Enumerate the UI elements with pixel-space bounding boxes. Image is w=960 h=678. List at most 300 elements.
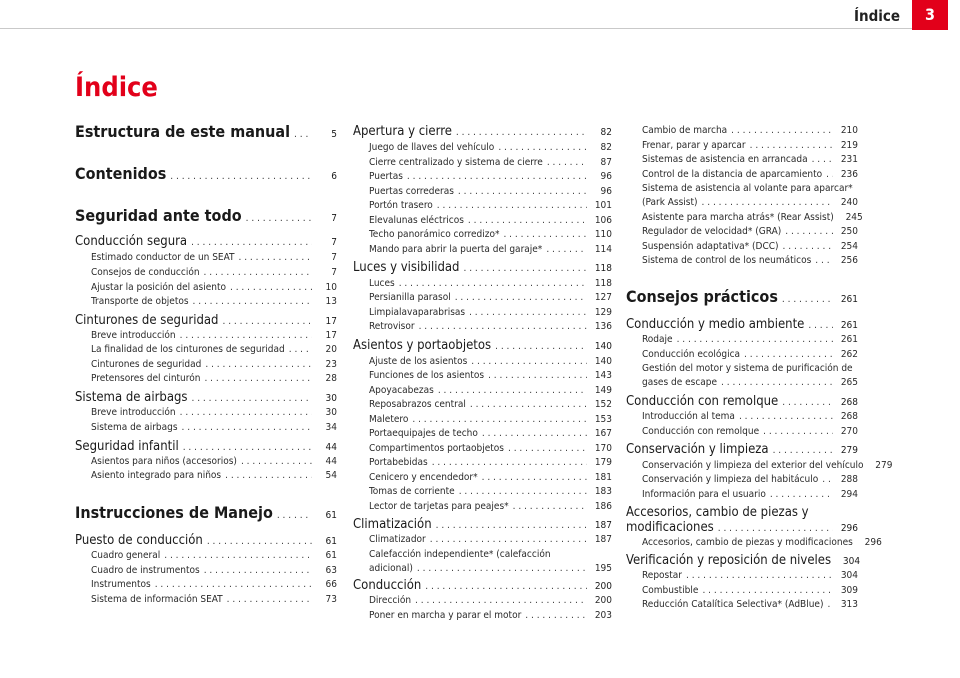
toc-page-number: 261	[840, 334, 858, 345]
leader-dots	[294, 129, 312, 140]
toc-entry[interactable]	[626, 140, 858, 151]
leader-dots	[458, 186, 587, 197]
toc-page-number: 261	[840, 320, 858, 331]
toc-entry-title: Poner en marcha y parar el motor	[369, 610, 522, 621]
toc-entry-title: Instrumentos	[91, 579, 151, 590]
toc-page-number: 7	[331, 213, 337, 224]
toc-chapter[interactable]	[353, 260, 612, 275]
toc-entry[interactable]	[353, 399, 612, 410]
toc-page-number: 187	[594, 520, 612, 531]
toc-page-number: 261	[840, 294, 858, 305]
toc-entry-title: Persianilla parasol	[369, 292, 451, 303]
toc-page-number: 268	[840, 411, 858, 422]
leader-dots	[469, 307, 587, 318]
toc-page-number: 313	[840, 599, 858, 610]
leader-dots	[277, 510, 312, 521]
leader-dots	[417, 563, 587, 574]
toc-entry-title: Conservación y limpieza del habitáculo	[642, 474, 819, 485]
leader-dots	[513, 501, 587, 512]
toc-entry-title: Elevalunas eléctricos	[369, 215, 464, 226]
leader-dots	[205, 359, 312, 370]
toc-entry-title: Puertas	[369, 171, 403, 182]
toc-entry[interactable]	[626, 411, 858, 422]
leader-dots	[471, 356, 587, 367]
toc-page-number: 167	[594, 428, 612, 439]
toc-chapter[interactable]	[75, 234, 337, 249]
toc-entry[interactable]	[353, 595, 612, 606]
toc-entry-title: Asistente para marcha atrás* (Rear Assist)	[642, 212, 834, 223]
toc-chapter[interactable]	[75, 390, 337, 405]
toc-entry-title: Conducción con remolque	[626, 394, 779, 409]
toc-entry[interactable]	[626, 377, 858, 388]
toc-entry[interactable]	[353, 428, 612, 439]
toc-entry-title: Conducción	[353, 578, 422, 593]
toc-page-number: 118	[594, 278, 612, 289]
toc-entry-title: Apoyacabezas	[369, 385, 434, 396]
toc-entry[interactable]	[626, 255, 858, 266]
toc-entry-title: Reducción Catalítica Selectiva* (AdBlue)	[642, 599, 824, 610]
toc-entry-title: Instrucciones de Manejo	[75, 503, 273, 522]
toc-entry-title: Información para el usuario	[642, 489, 766, 500]
toc-entry-title: Climatizador	[369, 534, 426, 545]
toc-entry-title: Reposabrazos central	[369, 399, 466, 410]
toc-page-number: 245	[845, 212, 863, 223]
toc-page-number: 136	[594, 321, 612, 332]
page-number-badge: 3	[912, 0, 948, 30]
toc-entry-title: Cuadro de instrumentos	[91, 565, 200, 576]
header-title: Índice	[853, 7, 900, 25]
leader-dots	[155, 579, 312, 590]
toc-page-number: 129	[594, 307, 612, 318]
toc-page-number: 101	[594, 200, 612, 211]
toc-page-number: 236	[840, 169, 858, 180]
toc-entry-title-cont: (Park Assist)	[642, 197, 698, 208]
toc-entry[interactable]	[353, 356, 612, 367]
toc-entry-title: Estimado conductor de un SEAT	[91, 252, 235, 263]
toc-entry[interactable]	[626, 226, 858, 237]
toc-entry-title: Cuadro general	[91, 550, 161, 561]
toc-entry-title: Portaequipajes de techo	[369, 428, 478, 439]
toc-page-number: 240	[840, 197, 858, 208]
leader-dots	[721, 377, 833, 388]
toc-entry-title: Ajuste de los asientos	[369, 356, 468, 367]
leader-dots	[770, 489, 833, 500]
leader-dots	[525, 610, 587, 621]
leader-dots	[204, 373, 312, 384]
toc-page-number: 7	[331, 237, 337, 248]
toc-entry[interactable]	[626, 599, 858, 610]
toc-entry[interactable]	[626, 334, 858, 345]
toc-entry[interactable]	[75, 296, 337, 307]
toc-entry[interactable]	[75, 422, 337, 433]
toc-chapter[interactable]	[75, 439, 337, 454]
leader-dots	[204, 267, 312, 278]
leader-dots	[677, 334, 833, 345]
toc-entry[interactable]	[353, 443, 612, 454]
toc-entry[interactable]	[626, 169, 858, 180]
toc-entry[interactable]	[353, 171, 612, 182]
toc-page-number: 30	[325, 393, 337, 404]
toc-entry-title: Sistema de airbags	[75, 390, 188, 405]
toc-page-number: 203	[594, 610, 612, 621]
toc-entry-title: Retrovisor	[369, 321, 415, 332]
toc-entry-title: Accesorios, cambio de piezas y modificaciones	[642, 537, 853, 548]
leader-dots	[482, 472, 587, 483]
leader-dots	[783, 241, 833, 252]
toc-entry[interactable]	[75, 565, 337, 576]
toc-entry-title: Techo panorámico corredizo*	[369, 229, 500, 240]
toc-entry[interactable]	[75, 330, 337, 341]
toc-entry-line1[interactable]	[353, 549, 612, 560]
toc-page-number: 179	[594, 457, 612, 468]
toc-page-number: 181	[594, 472, 612, 483]
toc-section[interactable]	[75, 503, 337, 522]
toc-entry[interactable]	[75, 594, 337, 605]
toc-entry-title: Dirección	[369, 595, 412, 606]
toc-entry-line1[interactable]	[626, 505, 858, 520]
toc-page-number: 61	[325, 510, 337, 521]
toc-page-number: 118	[594, 263, 612, 274]
leader-dots	[183, 442, 312, 453]
toc-entry[interactable]	[353, 563, 612, 574]
leader-dots	[204, 565, 312, 576]
toc-page-number: 143	[594, 370, 612, 381]
toc-entry[interactable]	[626, 489, 858, 500]
leader-dots	[744, 349, 833, 360]
leader-dots	[436, 520, 587, 531]
toc-entry-title: Asientos para niños (accesorios)	[91, 456, 237, 467]
toc-page-number: 44	[325, 456, 337, 467]
toc-page-number: 10	[325, 282, 337, 293]
leader-dots	[686, 570, 833, 581]
toc-page-number: 231	[840, 154, 858, 165]
leader-dots	[289, 344, 312, 355]
toc-entry[interactable]	[353, 157, 612, 168]
toc-page-number: 265	[840, 377, 858, 388]
toc-page-number: 279	[840, 445, 858, 456]
toc-entry-title: Asientos y portaobjetos	[353, 338, 492, 353]
toc-entry[interactable]	[353, 229, 612, 240]
toc-entry-title: Juego de llaves del vehículo	[369, 142, 495, 153]
toc-entry-title: Cambio de marcha	[642, 125, 728, 136]
toc-page-number: 149	[594, 385, 612, 396]
toc-entry[interactable]	[75, 282, 337, 293]
toc-entry[interactable]	[626, 520, 858, 535]
toc-entry-title: Cierre centralizado y sistema de cierre	[369, 157, 543, 168]
toc-page-number: 5	[331, 129, 337, 140]
leader-dots	[822, 474, 833, 485]
toc-page-number: 195	[594, 563, 612, 574]
toc-entry-title: Pretensores del cinturón	[91, 373, 201, 384]
leader-dots	[207, 536, 312, 547]
toc-page-number: 200	[594, 595, 612, 606]
leader-dots	[782, 397, 833, 408]
leader-dots	[547, 157, 587, 168]
header-rule	[0, 28, 912, 29]
toc-entry[interactable]	[353, 370, 612, 381]
toc-page-number: 61	[325, 536, 337, 547]
leader-dots	[437, 200, 587, 211]
leader-dots	[488, 370, 587, 381]
leader-dots	[463, 263, 587, 274]
toc-entry-title: Conducción segura	[75, 234, 188, 249]
leader-dots	[785, 226, 833, 237]
toc-page-number: 153	[594, 414, 612, 425]
toc-entry-title: Transporte de objetos	[91, 296, 189, 307]
toc-entry[interactable]	[353, 472, 612, 483]
toc-page-number: 7	[331, 267, 337, 278]
toc-entry-title: Breve introducción	[91, 330, 176, 341]
toc-entry-title: Conservación y limpieza	[626, 442, 769, 457]
page-title: Índice	[75, 72, 158, 103]
leader-dots	[773, 445, 833, 456]
page-header	[0, 0, 960, 30]
toc-chapter[interactable]	[626, 553, 861, 568]
leader-dots	[193, 296, 312, 307]
leader-dots	[227, 594, 312, 605]
toc-entry-title: Accesorios, cambio de piezas y	[626, 505, 809, 520]
toc-entry[interactable]	[75, 470, 337, 481]
toc-chapter[interactable]	[626, 442, 858, 457]
leader-dots	[419, 321, 587, 332]
toc-entry-title: Apertura y cierre	[353, 124, 452, 139]
toc-entry-title: Sistema de airbags	[91, 422, 178, 433]
leader-dots	[812, 154, 833, 165]
toc-entry-title-cont: adicional)	[369, 563, 413, 574]
leader-dots	[826, 169, 833, 180]
leader-dots	[430, 534, 587, 545]
toc-page-number: 200	[594, 581, 612, 592]
toc-entry-title: Luces y visibilidad	[353, 260, 460, 275]
toc-entry[interactable]	[353, 142, 612, 153]
leader-dots	[731, 125, 833, 136]
toc-entry-title: Rodaje	[642, 334, 673, 345]
toc-entry-title-cont: modificaciones	[626, 520, 714, 535]
leader-dots	[782, 294, 833, 305]
toc-page-number: 87	[600, 157, 612, 168]
toc-entry[interactable]	[626, 426, 858, 437]
toc-entry[interactable]	[353, 501, 612, 512]
leader-dots	[180, 407, 312, 418]
toc-entry[interactable]	[75, 550, 337, 561]
toc-entry-title: Repostar	[642, 570, 682, 581]
toc-page-number: 63	[325, 565, 337, 576]
toc-chapter[interactable]	[75, 533, 337, 548]
toc-section[interactable]	[75, 164, 337, 183]
toc-page-number: 140	[594, 341, 612, 352]
toc-entry[interactable]	[626, 537, 882, 548]
toc-entry[interactable]	[626, 154, 858, 165]
toc-page-number: 17	[325, 316, 337, 327]
toc-entry-title: Cinturones de seguridad	[91, 359, 202, 370]
toc-page-number: 186	[594, 501, 612, 512]
toc-page-number: 270	[840, 426, 858, 437]
leader-dots	[180, 330, 312, 341]
toc-page-number: 23	[325, 359, 337, 370]
leader-dots	[495, 341, 587, 352]
toc-entry-title: Breve introducción	[91, 407, 176, 418]
leader-dots	[399, 278, 587, 289]
toc-chapter[interactable]	[75, 313, 337, 328]
toc-entry[interactable]	[353, 292, 612, 303]
toc-entry[interactable]	[626, 212, 863, 223]
toc-entry[interactable]	[75, 252, 337, 263]
toc-entry[interactable]	[353, 321, 612, 332]
toc-entry-title: Seguridad ante todo	[75, 206, 242, 225]
toc-page-number: 304	[842, 556, 861, 567]
toc-entry[interactable]	[353, 486, 612, 497]
toc-chapter[interactable]	[626, 394, 858, 409]
toc-entry[interactable]	[353, 278, 612, 289]
leader-dots	[827, 599, 833, 610]
toc-entry[interactable]	[353, 186, 612, 197]
toc-section[interactable]	[75, 206, 337, 225]
toc-page-number: 61	[325, 550, 337, 561]
toc-page-number: 304	[840, 570, 858, 581]
toc-entry-title: Sistemas de asistencia en arrancada	[642, 154, 808, 165]
toc-entry[interactable]	[75, 344, 337, 355]
toc-chapter[interactable]	[353, 124, 612, 139]
toc-chapter[interactable]	[353, 578, 612, 593]
leader-dots	[164, 550, 312, 561]
toc-page-number: 268	[840, 397, 858, 408]
toc-page-number: 262	[840, 349, 858, 360]
toc-entry-title: Cinturones de seguridad	[75, 313, 219, 328]
toc-entry-title: Consejos prácticos	[626, 287, 778, 306]
toc-page-number: 296	[864, 537, 882, 548]
leader-dots	[482, 428, 587, 439]
toc-entry[interactable]	[353, 307, 612, 318]
toc-entry[interactable]	[75, 407, 337, 418]
leader-dots	[470, 399, 587, 410]
toc-entry-line1[interactable]	[626, 183, 858, 194]
toc-page-number: 30	[325, 407, 337, 418]
leader-dots	[432, 457, 587, 468]
toc-entry[interactable]	[353, 215, 612, 226]
toc-page-number: 17	[325, 330, 337, 341]
toc-entry-title: Cenicero y encendedor*	[369, 472, 478, 483]
leader-dots	[182, 422, 312, 433]
toc-entry[interactable]	[353, 385, 612, 396]
leader-dots	[415, 595, 587, 606]
toc-entry-title: Funciones de los asientos	[369, 370, 485, 381]
toc-entry-title: Portabebidas	[369, 457, 428, 468]
toc-entry-title: Frenar, parar y aparcar	[642, 140, 746, 151]
toc-entry[interactable]	[626, 125, 858, 136]
toc-entry-title: Sistema de información SEAT	[91, 594, 223, 605]
toc-page-number: 296	[840, 523, 858, 534]
toc-entry-title: Puesto de conducción	[75, 533, 203, 548]
leader-dots	[702, 197, 833, 208]
toc-entry[interactable]	[75, 373, 337, 384]
toc-entry[interactable]	[353, 534, 612, 545]
toc-page-number: 127	[594, 292, 612, 303]
toc-page-number: 106	[594, 215, 612, 226]
toc-entry[interactable]	[75, 579, 337, 590]
toc-entry-title: Control de la distancia de aparcamiento	[642, 169, 823, 180]
leader-dots	[459, 486, 587, 497]
leader-dots	[508, 443, 587, 454]
toc-page-number: 152	[594, 399, 612, 410]
toc-entry-title: Tomas de corriente	[369, 486, 455, 497]
leader-dots	[407, 171, 587, 182]
toc-section[interactable]	[626, 287, 858, 306]
toc-entry[interactable]	[75, 359, 337, 370]
toc-page-number: 219	[840, 140, 858, 151]
toc-chapter[interactable]	[353, 517, 612, 532]
toc-entry[interactable]	[353, 200, 612, 211]
toc-entry-title: Sistema de asistencia al volante para aparcar*	[642, 183, 853, 194]
leader-dots	[498, 142, 587, 153]
toc-entry[interactable]	[75, 456, 337, 467]
toc-entry-title: Mando para abrir la puerta del garaje*	[369, 244, 543, 255]
toc-entry-line1[interactable]	[626, 363, 858, 374]
toc-entry-title: Conservación y limpieza del exterior del vehículo	[642, 460, 864, 471]
toc-page-number: 66	[325, 579, 337, 590]
toc-entry[interactable]	[626, 570, 858, 581]
leader-dots	[455, 292, 587, 303]
leader-dots	[702, 585, 833, 596]
leader-dots	[230, 282, 312, 293]
toc-entry[interactable]	[626, 460, 893, 471]
leader-dots	[739, 411, 833, 422]
leader-dots	[456, 127, 587, 138]
toc-entry-title: Lector de tarjetas para peajes*	[369, 501, 509, 512]
toc-chapter[interactable]	[626, 317, 858, 332]
toc-page-number: 183	[594, 486, 612, 497]
leader-dots	[815, 255, 833, 266]
toc-page-number: 256	[840, 255, 858, 266]
toc-entry[interactable]	[353, 414, 612, 425]
toc-page-number: 6	[331, 171, 337, 182]
toc-section[interactable]	[75, 122, 337, 141]
toc-entry[interactable]	[353, 610, 612, 621]
toc-page-number: 294	[840, 489, 858, 500]
toc-page-number: 20	[325, 344, 337, 355]
toc-entry[interactable]	[626, 349, 858, 360]
toc-entry-title: Calefacción independiente* (calefacción	[369, 549, 551, 560]
toc-entry[interactable]	[626, 241, 858, 252]
toc-entry-title: Seguridad infantil	[75, 439, 179, 454]
leader-dots	[191, 237, 312, 248]
leader-dots	[750, 140, 833, 151]
toc-entry[interactable]	[626, 585, 858, 596]
toc-page-number: 28	[325, 373, 337, 384]
toc-entry[interactable]	[353, 457, 612, 468]
toc-page-number: 170	[594, 443, 612, 454]
leader-dots	[412, 414, 587, 425]
toc-entry-title: Contenidos	[75, 164, 167, 183]
leader-dots	[241, 456, 312, 467]
leader-dots	[425, 581, 587, 592]
toc-entry-title: Puertas correderas	[369, 186, 454, 197]
toc-entry-title: Introducción al tema	[642, 411, 735, 422]
leader-dots	[170, 171, 312, 182]
toc-page-number: 140	[594, 356, 612, 367]
toc-chapter[interactable]	[353, 338, 612, 353]
toc-entry-title: Compartimentos portaobjetos	[369, 443, 504, 454]
toc-entry-title: Suspensión adaptativa* (DCC)	[642, 241, 779, 252]
toc-entry[interactable]	[626, 197, 858, 208]
toc-entry[interactable]	[626, 474, 858, 485]
toc-page-number: 82	[600, 142, 612, 153]
toc-entry[interactable]	[353, 244, 612, 255]
toc-entry[interactable]	[75, 267, 337, 278]
toc-page-number: 114	[594, 244, 612, 255]
toc-entry-title: Regulador de velocidad* (GRA)	[642, 226, 782, 237]
toc-page-number: 44	[325, 442, 337, 453]
leader-dots	[468, 215, 587, 226]
